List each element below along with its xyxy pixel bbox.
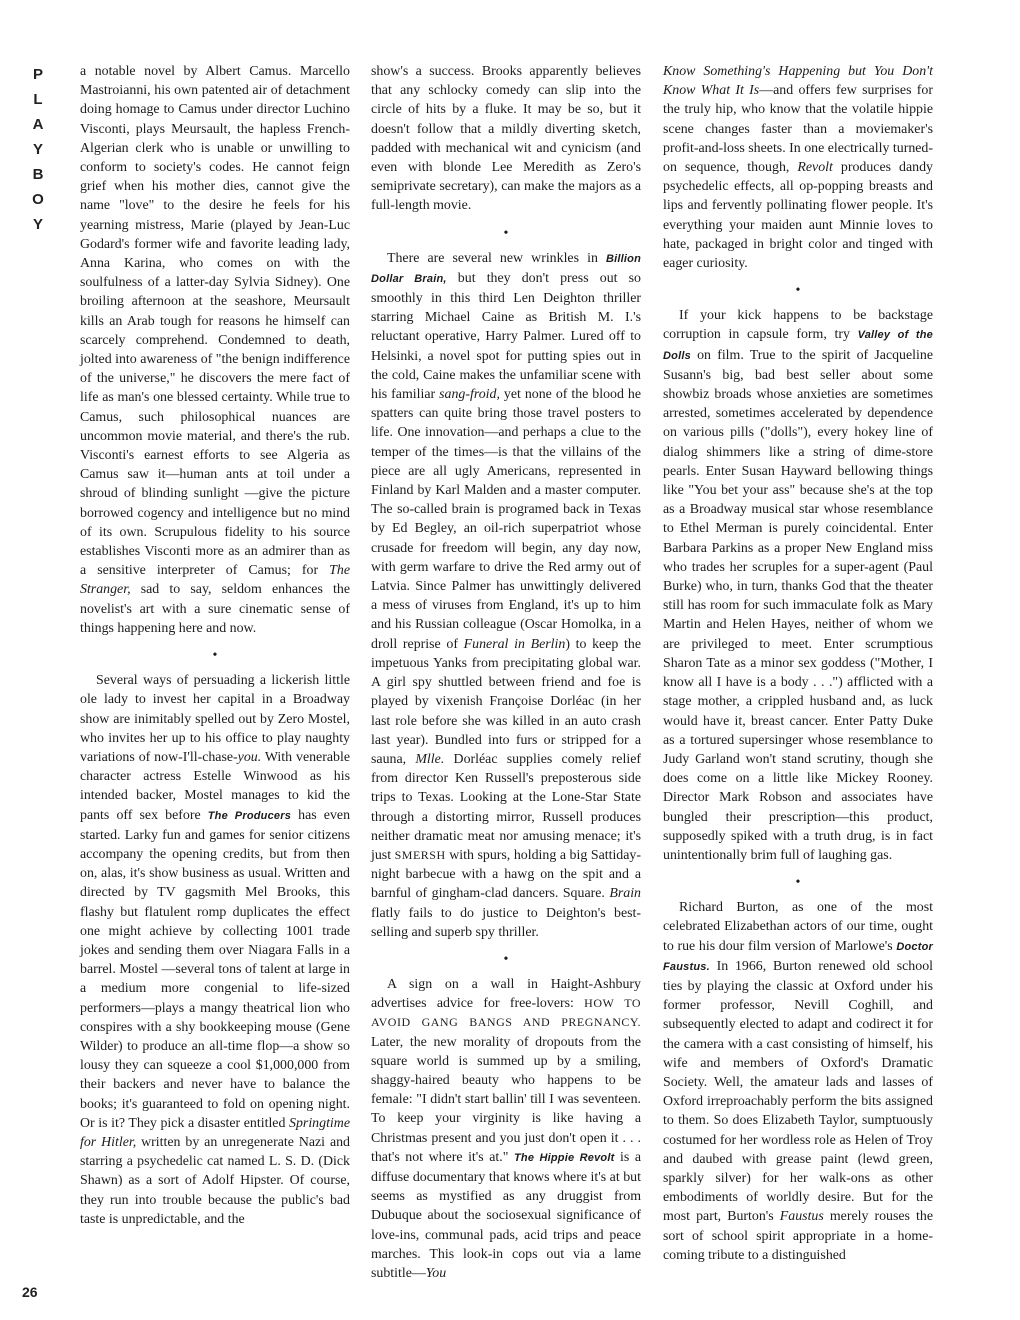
film-title: Valley of the Dolls	[663, 329, 933, 362]
magazine-masthead	[28, 62, 48, 237]
film-title: The Hippie Revolt	[513, 1151, 615, 1164]
section-divider: •	[795, 283, 801, 299]
review-hippie-revolt-paragraph: A sign on a wall in Haight-Ashbury advertises advice for free-lovers: HOW TO AVOID GANG BANGS AND PREGNANCY. Later, the new morality of dropouts from the square world is summed up by a smiling, shaggy-haired beauty who happens to be female: "I didn't start ballin' till I was seventeen. To keep your virginity is like having a Christmas present and you just don't open it . . . that's not where it's at." The Hippie Revolt is a diffuse documentary that knows where it's at but seems as mystified as any druggist from Dubuque about the sociosexual significance of love-ins, communal pads, acid trips and peace marches. This look-in cops out via a lame subtitle—You	[371, 976, 641, 1281]
section-divider: •	[503, 951, 509, 967]
masthead-letter: P	[32, 66, 43, 83]
review-producers-paragraph: Several ways of persuading a lickerish little ole lady to invest her capital in a Broadway show are inimitably spelled out by Zero Mostel, who invites her up to his office to play naughty variations of now-I'll-chase-you. With venerable character actress Estelle Winwood as his intended backer, Mostel manages to kid the pants off sex before The Producers has even started. Larky fun and games for senior citizens accompany the opening credits, but from then on, alas, it's show business as usual. Written and directed by TV gagsmith Mel Brooks, this flashy but flatulent romp duplicates the effect one might achieve by collecting 1001 trade jokes and sending them over Niagara Falls in a barrel. Mostel —several tons of talent at large in a medium more congenial to life-sized performers—plays a mangy theatrical lion who conspires with a shy bookkeeping mouse (Gene Wilder) to produce an all-time flop—a show so lousy they can squeeze a cool $1,000,000 from their backers and never have to balance the books; it's guaranteed to fold on opening night. Or is it? They pick a disaster entitled Springtime for Hitler, written by an unregenerate Nazi and starring a psychedelic cat named L. S. D. (Dick Shawn) as a sort of Adolf Hipster. Of course, they run into trouble because the public's bad taste is unpredictable, and the	[80, 673, 351, 1227]
review-stranger-paragraph: a notable novel by Albert Camus. Marcello Mastroianni, his own patented air of detachment doing homage to Camus under director Luchino Visconti, plays Meursault, the hapless French-Algerian clerk who is unable or unwilling to conform to society's codes. He cannot feign grief when his mother dies, cannot give the name "love" to the desire he feels for his yearning mistress, Marie (played by Jean-Luc Godard's former wife and favorite leading lady, Anna Karina, who comes on with the soulfulness of a latter-day Sylvia Sidney). One broiling afternoon at the seashore, Meursault kills an Arab tough for reasons he himself can scarcely comprehend. Condemned to death, jolted into awareness of "the benign indifference of the universe," he discovers the mere fact of life as man's one blessed certainty. While true to Camus, such philosophical nuances are uncommon movie material, and there's the rub. Visconti's earnest efforts to see Algeria as Camus saw it—human ants at toil under a shroud of blinding sunlight —give the picture borrowed cogency and intelligence but no mind of its own. Scrupulous fidelity to his source establishes Visconti more as an admirer than as a sensitive interpreter of Camus; for The Stranger, sad to say, seldom enhances the novelist's art with a sure cinematic sense of things happening here and now.	[80, 64, 351, 636]
page-number: 26	[22, 1284, 38, 1300]
masthead-letter: O	[32, 191, 44, 208]
film-title: Billion Dollar Brain,	[371, 252, 641, 285]
review-valley-of-the-dolls-paragraph: If your kick happens to be backstage corruption in capsule form, try Valley of the Dolls on film. True to the spirit of Jacqueline Susann's big, bad best seller about some showbiz broads whose anxieties are sometimes arrested, sometimes accelerated by dependence on various pills ("dolls"), every hokey line of dialog shimmers like a string of dime-store pearls. Enter Susan Hayward bellowing things like "You bet your ass" because she's at the top as a Broadway musical star whose resemblance to Ethel Merman is purely coincidental. Enter Barbara Parkins as a proper New England miss who trades her scruples for a super-agent (Paul Burke) who, in turn, thanks God that the theater still has room for such immaculate folk as Mary Martin and Helen Hayes, neither of whom we are privileged to meet. Enter scrumptious Sharon Tate as a minor sex goddess ("Mother, I know all I have is a body . . .") afflicted with a stage mother, a crippled husband and, as luck would have it, breast cancer. Enter Patty Duke as a tortured supersinger whose resemblance to Judy Garland won't stand scrutiny, though she does come on a little like Mickey Rooney. Director Mark Robson and associates have bungled their prescription—this product, supposedly spiked with a truth drug, is in fact unintentionally brim full of laughing gas.	[663, 308, 933, 863]
review-producers-continued: show's a success. Brooks apparently believes that any schlocky comedy can slip into the circle of hits by a fluke. It may be so, but it doesn't follow that a mildly diverting sketch, padded with mechanical wit and cynicism (and even with blonde Lee Meredith as Zero's semiprivate secretary), can make the majors as a full-length movie.	[371, 64, 641, 214]
film-title: Doctor Faustus.	[663, 940, 933, 973]
column-2	[371, 62, 641, 1283]
column-3	[663, 62, 933, 1265]
film-title: The Producers	[207, 809, 292, 822]
masthead-letter: Y	[32, 216, 43, 233]
section-divider: •	[795, 875, 801, 891]
section-divider: •	[503, 225, 509, 241]
review-billion-dollar-brain-paragraph: There are several new wrinkles in Billion Dollar Brain, but they don't press out so smoothly in this third Len Deighton thriller starring Michael Caine as British M. I.'s reluctant operative, Harry Palmer. Lured off to Helsinki, a novel spot for putting spies out in the cold, Caine makes the unfamiliar scene with his familiar sang-froid, yet none of the blood he spatters can quite bring those travel posters to life. One innovation—and perhaps a clue to the temper of the times—is that the villains of the piece are all ugly Americans, represented in Finland by Karl Malden and a master computer. The so-called brain is programed back in Texas by Ed Begley, an oil-rich superpatriot whose crusade for freedom will begin, any day now, with germ warfare to drive the Red army out of Latvia. Since Palmer has unwittingly delivered a mess of viruses from England, it's up to him and his Russian colleague (Oscar Homolka, in a droll reprise of Funeral in Berlin) to keep the impetuous Yanks from precipitating global war. A girl spy shuttled between friend and foe is played by vixenish Françoise Dorléac (in her last role before she was killed in an auto crash last year). Bundled into furs or stripped for a sauna, Mlle. Dorléac supplies comely relief from director Ken Russell's preposterous side trips to Texas. Looking at the Lone-Star State through a distorting mirror, Russell produces neither dramatic meat nor amusing menace; it's just SMERSH with spurs, holding a big Sattiday-night barbecue with a hawg on the spit and a barnful of gingham-clad dancers. Square. Brain flatly fails to do justice to Deighton's best-selling and superb spy thriller.	[371, 250, 641, 940]
film-title: The Stranger,	[80, 563, 350, 598]
masthead-letter: L	[33, 91, 43, 108]
review-doctor-faustus-paragraph: Richard Burton, as one of the most celebrated Elizabethan actors of our time, ought to rue his dour film version of Marlowe's Doctor Faustus. In 1966, Burton renewed old school ties by playing the classic at Oxford under his former professor, Nevill Coghill, and subsequently elected to adapt and codirect it for the camera with a cast consisting of himself, his wife and members of Oxford's Dramatic Society. Well, the amateur lads and lasses of Oxford irreproachably perform the bits assigned to them. So does Elizabeth Taylor, sumptuously costumed for her wordless role as Helen of Troy and daubed with grease paint (lewd green, sparkly silver) for her walk-ons as other embodiments of worldly desire. But for the most part, Burton's Faustus merely rouses the sort of school spirit appropriate in a home-coming tribute to a distinguished	[663, 900, 934, 1263]
section-divider: •	[212, 648, 218, 664]
masthead-letter: A	[32, 116, 44, 133]
column-1	[80, 62, 350, 1229]
masthead-letter: Y	[32, 141, 43, 158]
review-hippie-revolt-continued: Know Something's Happening but You Don't Know What It Is—and offers few surprises for the truly hip, who know that the volatile hippie scene changes faster than a moviemaker's profit-and-loss sheets. In one electrically turned-on sequence, though, Revolt produces dandy psychedelic effects, all op-popping breasts and lips and fervently pollinating flower people. It's everything your maiden aunt Minnie loves to hate, packaged in bright color and tinged with eager curiosity.	[663, 64, 933, 272]
masthead-letter: B	[32, 166, 44, 183]
